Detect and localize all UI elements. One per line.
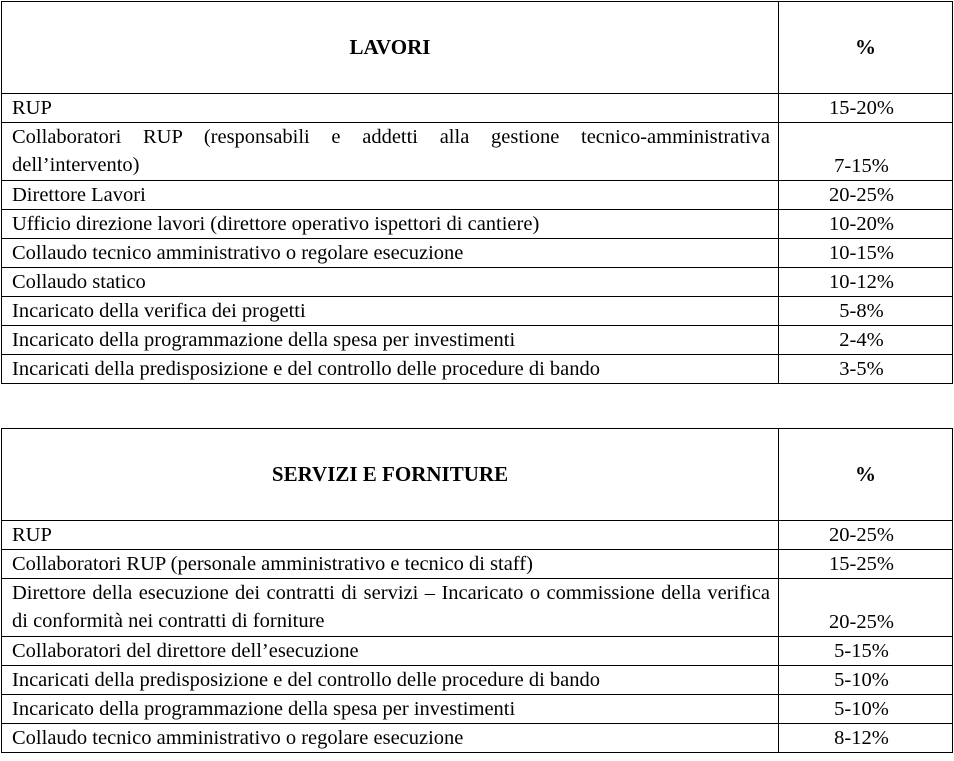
table-row [2, 695, 953, 724]
role-label: RUP [2, 94, 779, 123]
role-label: Incaricato della verifica dei progetti [2, 297, 779, 326]
table-row [2, 268, 953, 297]
role-label: RUP [2, 521, 779, 550]
percent-value: 10-15% [779, 239, 953, 268]
percent-value: 3-5% [779, 355, 953, 384]
table-row [2, 297, 953, 326]
role-label: Incaricato della programmazione della spesa per investimenti [2, 695, 779, 724]
percent-value: 5-8% [779, 297, 953, 326]
lavori-table [1, 1, 953, 384]
table-row [2, 637, 953, 666]
role-label: Collaudo statico [2, 268, 779, 297]
role-label: Incaricato della programmazione della spesa per investimenti [2, 326, 779, 355]
servizi-heading: SERVIZI E FORNITURE [2, 429, 779, 521]
lavori-heading: LAVORI [2, 2, 779, 94]
percent-value: 15-20% [779, 94, 953, 123]
percent-value: 10-20% [779, 210, 953, 239]
table-row [2, 521, 953, 550]
role-label: Incaricati della predisposizione e del controllo delle procedure di bando [2, 355, 779, 384]
percent-value: 15-25% [779, 550, 953, 579]
percent-value: 20-25% [779, 181, 953, 210]
percent-value: 2-4% [779, 326, 953, 355]
table-row [2, 579, 953, 637]
table-row [2, 550, 953, 579]
percent-heading: % [779, 2, 953, 94]
role-label: Direttore Lavori [2, 181, 779, 210]
percent-value: 7-15% [779, 123, 953, 181]
percent-value: 5-15% [779, 637, 953, 666]
role-label: Collaudo tecnico amministrativo o regolare esecuzione [2, 724, 779, 753]
role-label: Collaudo tecnico amministrativo o regolare esecuzione [2, 239, 779, 268]
table-row [2, 724, 953, 753]
percent-value: 10-12% [779, 268, 953, 297]
percent-heading: % [779, 429, 953, 521]
table-row [2, 326, 953, 355]
percent-value: 5-10% [779, 666, 953, 695]
percent-value: 8-12% [779, 724, 953, 753]
role-label: Incaricati della predisposizione e del controllo delle procedure di bando [2, 666, 779, 695]
percent-value: 5-10% [779, 695, 953, 724]
table-row [2, 181, 953, 210]
percent-value: 20-25% [779, 521, 953, 550]
role-label: Ufficio direzione lavori (direttore operativo ispettori di cantiere) [2, 210, 779, 239]
table-header-row [2, 2, 953, 94]
percent-value: 20-25% [779, 579, 953, 637]
table-row [2, 94, 953, 123]
table-row [2, 210, 953, 239]
table-row [2, 239, 953, 268]
table-row [2, 666, 953, 695]
table-row [2, 355, 953, 384]
role-label: Direttore della esecuzione dei contratti di servizi – Incaricato o commissione della verifica di conformità nei contratti di forniture [2, 579, 779, 637]
role-label: Collaboratori del direttore dell’esecuzione [2, 637, 779, 666]
role-label: Collaboratori RUP (responsabili e addetti alla gestione tecnico-amministrativa dell’intervento) [2, 123, 779, 181]
table-row [2, 123, 953, 181]
servizi-forniture-table [1, 428, 953, 753]
role-label: Collaboratori RUP (personale amministrativo e tecnico di staff) [2, 550, 779, 579]
table-header-row [2, 429, 953, 521]
